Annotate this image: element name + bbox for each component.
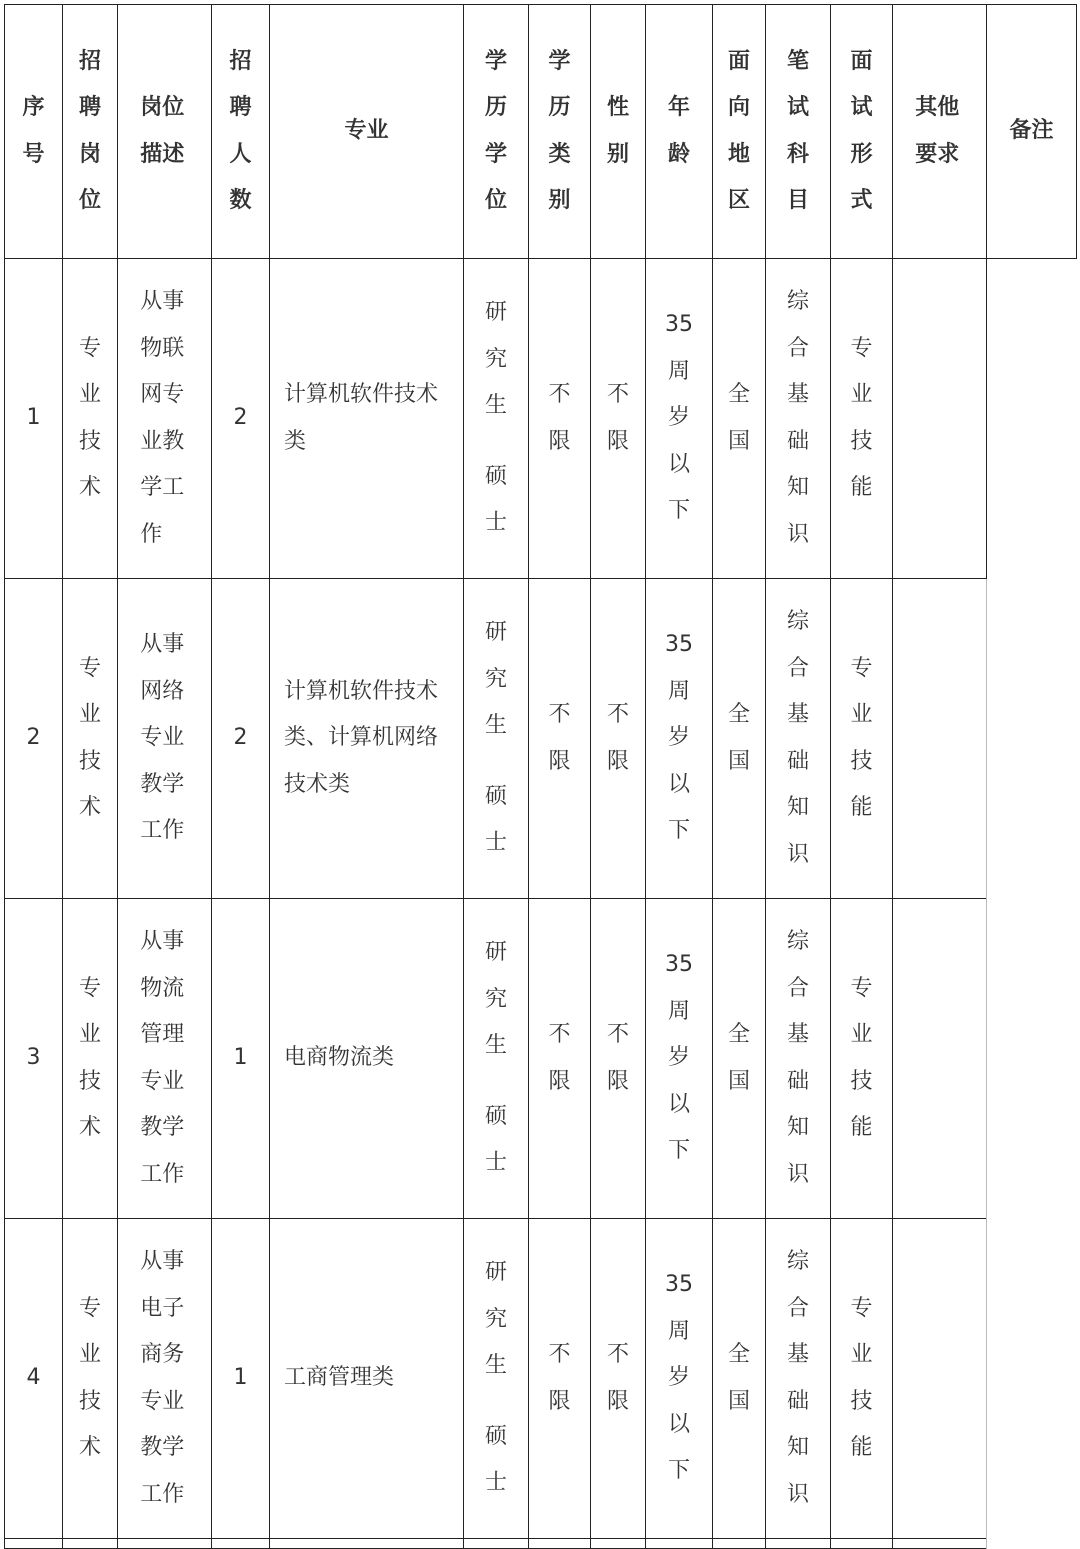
table-row [5, 899, 1077, 1219]
cell-degree: 研究生 硕士 [464, 1219, 529, 1539]
header-remark: 备注 [987, 5, 1077, 259]
cell-age: 35周岁以下 [646, 1219, 713, 1539]
header-seq: 序号 [5, 5, 63, 259]
cell-empty [646, 1539, 713, 1549]
header-interview-form: 面试形式 [831, 5, 893, 259]
cell-region: 全国 [713, 579, 766, 899]
cell-post: 专业技术 [63, 259, 118, 579]
cell-edu-type: 不限 [529, 1219, 591, 1539]
header-region: 面向地区 [713, 5, 766, 259]
header-major: 专业 [270, 5, 464, 259]
cell-count: 1 [212, 899, 270, 1219]
cell-edu-type: 不限 [529, 899, 591, 1219]
cell-age: 35周岁以下 [646, 579, 713, 899]
header-count: 招聘人数 [212, 5, 270, 259]
cell-desc: 从事物联网专业教学工作 [118, 259, 212, 579]
cell-degree: 研究生 硕士 [464, 259, 529, 579]
cell-age: 35周岁以下 [646, 259, 713, 579]
cell-other [893, 1219, 987, 1539]
cell-exam-subject: 综合基础知识 [766, 899, 831, 1219]
header-post: 招聘岗位 [63, 5, 118, 259]
header-desc: 岗位描述 [118, 5, 212, 259]
cell-seq: 3 [5, 899, 63, 1219]
cell-post: 专业技术 [63, 1219, 118, 1539]
cell-gender: 不限 [591, 579, 646, 899]
cell-other [893, 899, 987, 1219]
cell-interview-form: 专业技能 [831, 579, 893, 899]
header-gender: 性别 [591, 5, 646, 259]
recruitment-table-wrapper [4, 4, 1077, 1549]
header-age: 年龄 [646, 5, 713, 259]
cell-desc: 从事电子商务专业教学工作 [118, 1219, 212, 1539]
cell-count: 1 [212, 1219, 270, 1539]
cell-empty [464, 1539, 529, 1549]
cell-degree: 研究生 硕士 [464, 579, 529, 899]
cell-degree: 研究生 硕士 [464, 899, 529, 1219]
cell-major: 计算机软件技术类、计算机网络技术类 [270, 579, 464, 899]
cell-exam-subject: 综合基础知识 [766, 579, 831, 899]
cell-edu-type: 不限 [529, 579, 591, 899]
cell-count: 2 [212, 259, 270, 579]
header-other: 其他要求 [893, 5, 987, 259]
header-degree: 学历学位 [464, 5, 529, 259]
recruitment-table [4, 4, 1077, 1549]
cell-other [893, 259, 987, 579]
cell-empty [893, 1539, 987, 1549]
cell-desc: 从事物流管理专业教学工作 [118, 899, 212, 1219]
cell-interview-form: 专业技能 [831, 259, 893, 579]
cell-seq: 2 [5, 579, 63, 899]
cell-region: 全国 [713, 259, 766, 579]
cell-desc: 从事网络专业教学工作 [118, 579, 212, 899]
table-body [5, 259, 1077, 1549]
cell-exam-subject: 综合基础知识 [766, 1219, 831, 1539]
cell-exam-subject: 综合基础知识 [766, 259, 831, 579]
cell-other [893, 579, 987, 899]
table-row [5, 579, 1077, 899]
cell-count: 2 [212, 579, 270, 899]
cell-empty [118, 1539, 212, 1549]
cell-remark [987, 259, 1077, 1549]
cell-age: 35周岁以下 [646, 899, 713, 1219]
cell-edu-type: 不限 [529, 259, 591, 579]
cell-region: 全国 [713, 1219, 766, 1539]
cell-empty [713, 1539, 766, 1549]
cell-region: 全国 [713, 899, 766, 1219]
header-row [5, 5, 1077, 259]
cell-interview-form: 专业技能 [831, 1219, 893, 1539]
header-exam-subject: 笔试科目 [766, 5, 831, 259]
cell-empty [529, 1539, 591, 1549]
cell-major: 电商物流类 [270, 899, 464, 1219]
table-row-partial [5, 1539, 1077, 1549]
cell-empty [212, 1539, 270, 1549]
cell-empty [63, 1539, 118, 1549]
cell-gender: 不限 [591, 899, 646, 1219]
cell-empty [831, 1539, 893, 1549]
cell-empty [766, 1539, 831, 1549]
table-row [5, 1219, 1077, 1539]
cell-seq: 1 [5, 259, 63, 579]
cell-empty [591, 1539, 646, 1549]
cell-gender: 不限 [591, 259, 646, 579]
cell-gender: 不限 [591, 1219, 646, 1539]
cell-post: 专业技术 [63, 899, 118, 1219]
table-row [5, 259, 1077, 579]
cell-seq: 4 [5, 1219, 63, 1539]
cell-major: 计算机软件技术类 [270, 259, 464, 579]
cell-major: 工商管理类 [270, 1219, 464, 1539]
header-edu-type: 学历类别 [529, 5, 591, 259]
cell-post: 专业技术 [63, 579, 118, 899]
cell-empty [270, 1539, 464, 1549]
cell-interview-form: 专业技能 [831, 899, 893, 1219]
cell-empty [5, 1539, 63, 1549]
